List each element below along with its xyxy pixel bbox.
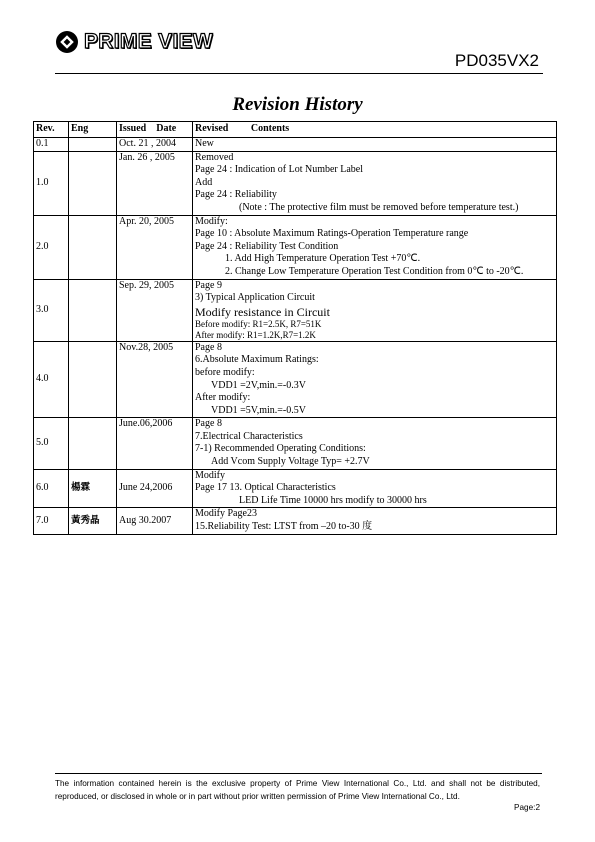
content-line: (Note : The protective film must be removed before temperature test.) [239,201,519,213]
footer-notice: The information contained herein is the exclusive property of Prime View International Co., Ltd. and shall not be distributed, reproduced, or disclosed in whole or in part without prior written permission of Prime View International Co., Ltd. [55,779,540,801]
content-line: Add Vcom Supply Voltage Typ= +2.7V [211,456,370,468]
content-line: 1. Add High Temperature Operation Test +70℃. [225,253,421,265]
eng-cell [69,215,117,279]
page-title: Revision History [232,94,363,115]
header-revised-contents [193,122,557,138]
contents-cell [193,138,557,152]
content-line: Page 9 [195,279,222,291]
eng-cell [69,341,117,418]
rev-cell: 7.0 [34,508,69,534]
page-number: Page:2 [514,803,540,812]
date-cell: June.06,2006 [117,418,193,469]
contents-cell [193,279,557,341]
content-line: Page 24 : Reliability [195,189,277,201]
header-issued-date [117,122,193,138]
date-cell: Sep. 29, 2005 [117,279,193,341]
date-cell: Aug 30.2007 [117,508,193,534]
eng-cell [69,138,117,152]
company-logo [55,30,213,54]
content-line: 7.Electrical Characteristics [195,430,303,442]
table-row [34,151,557,215]
contents-cell [193,508,557,534]
content-line: before modify: [195,366,255,378]
header-rev: Rev. [34,122,69,138]
content-line: Page 8 [195,418,222,430]
contents-cell [193,151,557,215]
table-header-row [34,122,557,138]
table-row [34,341,557,418]
header-eng: Eng [69,122,117,138]
rev-cell: 2.0 [34,215,69,279]
date-cell: Oct. 21 , 2004 [117,138,193,152]
contents-cell [193,469,557,508]
content-line: Page 24 : Reliability Test Condition [195,240,339,252]
content-line: Removed [195,151,234,163]
content-line: LED Life Time 10000 hrs modify to 30000 hrs [239,494,427,506]
contents-cell [193,215,557,279]
content-line: Page 8 [195,341,222,353]
content-line: Add [195,176,213,188]
date-cell: Jan. 26 , 2005 [117,151,193,215]
eng-cell [69,151,117,215]
rev-cell: 3.0 [34,279,69,341]
content-line: 6.Absolute Maximum Ratings: [195,354,319,366]
eng-cell [69,418,117,469]
table-row [34,418,557,469]
document-code: PD035VX2 [454,51,539,70]
content-line: Before modify: R1=2.5K, R7=51K [195,318,322,329]
table-row [34,279,557,341]
header-divider [55,73,543,74]
content-line: After modify: R1=1.2K,R7=1.2K [195,329,316,340]
revision-history-table [33,121,557,535]
content-line: VDD1 =5V,min.=-0.5V [211,404,306,416]
content-line: 15.Reliability Test: LTST from –20 to-30 度 [195,521,373,533]
content-line: 2. Change Low Temperature Operation Test Condition from 0℃ to -20℃. [225,265,524,277]
rev-cell: 4.0 [34,341,69,418]
table-row [34,508,557,534]
date-cell: June 24,2006 [117,469,193,508]
content-line: Modify resistance in Circuit [195,304,330,319]
eng-cell: 楊霖 [69,469,117,508]
rev-cell: 5.0 [34,418,69,469]
eng-cell [69,279,117,341]
date-cell: Apr. 20, 2005 [117,215,193,279]
content-line: Page 10 : Absolute Maximum Ratings-Operation Temperature range [195,228,469,240]
header-contents: Contents [250,123,290,135]
content-line: 3) Typical Application Circuit [195,292,315,304]
content-line: Modify Page23 [195,508,257,520]
table-row [34,215,557,279]
rev-cell: 0.1 [34,138,69,152]
header-revised: Revised [195,123,229,135]
rev-cell: 6.0 [34,469,69,508]
content-line: After modify: [195,392,251,404]
content-line: Modify: [195,215,228,227]
header-date: Date [156,123,177,135]
content-line: Modify [195,469,225,481]
table-row [34,469,557,508]
eng-cell: 黃秀晶 [69,508,117,534]
content-line: Page 24 : Indication of Lot Number Label [195,164,364,176]
header-issued: Issued [119,123,147,135]
footer-divider [55,773,542,774]
rev-cell: 1.0 [34,151,69,215]
page-header [55,28,543,74]
contents-cell [193,341,557,418]
date-cell: Nov.28, 2005 [117,341,193,418]
diamond-logo-icon [55,30,79,54]
company-name: PRIME VIEW [84,30,214,53]
table-row [34,138,557,152]
content-line: New [195,138,214,149]
content-line: VDD1 =2V,min.=-0.3V [211,379,306,391]
content-line: Page 17 13. Optical Characteristics [195,482,336,494]
content-line: 7-1) Recommended Operating Conditions: [195,443,366,455]
contents-cell [193,418,557,469]
